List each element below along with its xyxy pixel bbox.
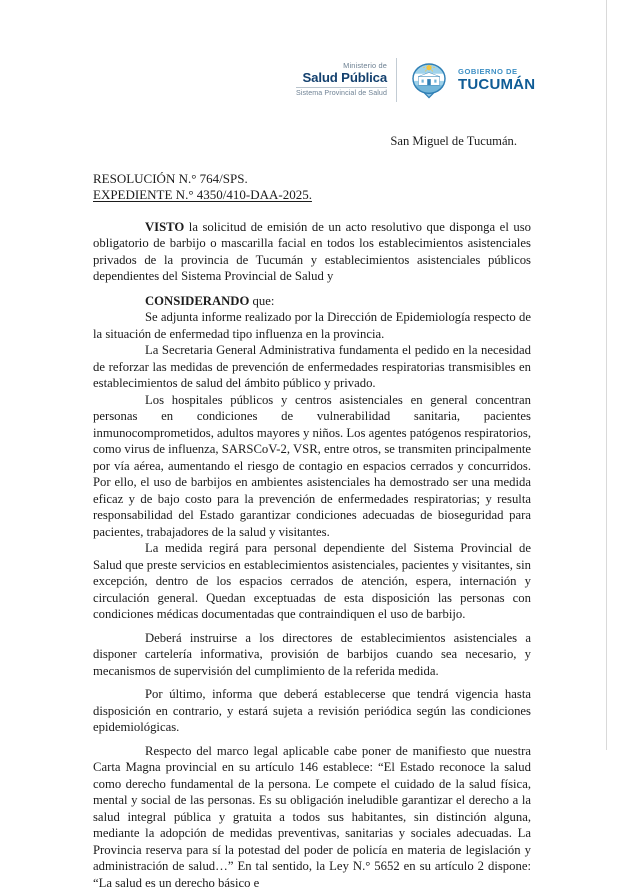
page-gutter <box>608 0 617 750</box>
place-line: San Miguel de Tucumán. <box>390 134 517 148</box>
resolution-header <box>93 171 531 204</box>
visto-label: VISTO <box>145 219 185 234</box>
ministry-logo-text <box>296 62 396 97</box>
letterhead <box>296 56 535 104</box>
government-logo <box>397 58 535 102</box>
body-paragraph: La medida regirá para personal dependiente del Sistema Provincial de Salud que preste servicios en establecimientos asistenciales, pacientes y visitantes, sin excepción, dentro de los espacios cerrados de atención, espera, internación y circulación general. Quedan exceptuadas de esta disposición las personas con condiciones médicas documentadas que contraindiquen el uso de barbijo. <box>93 541 531 622</box>
ministry-line-3: Sistema Provincial de Salud <box>296 89 388 98</box>
body-paragraph: La Secretaria General Administrativa fundamenta el pedido en la necesidad de reforzar las medidas de prevención de enfermedades respiratorias transmisibles en establecimientos de salud del ámbito público y privado. <box>93 343 531 391</box>
body-paragraph: Los hospitales públicos y centros asistenciales en general concentran personas en condiciones de vulnerabilidad sanitaria, pacientes inmunocomprometidos, adultos mayores y niños. Los agentes patógenos respiratorios, como virus de influenza, SARSCoV-2, VSR, entre otros, se transmiten principalmente por vía aérea, aumentando el riesgo de contagio en espacios cerrados y concurridos. Por ello, el uso de barbijos en ambientes asistenciales ha demostrado ser una medida eficaz y de bajo costo para la prevención de enfermedades respiratorias; y resulta responsabilidad del Estado garantizar condiciones adecuadas de bioseguridad para pacientes, trabajadores de la salud y visitantes. <box>93 392 531 539</box>
ministry-divider-rule <box>296 87 387 88</box>
tucuman-label: TUCUMÁN <box>458 76 536 94</box>
resolution-number: RESOLUCIÓN N.° 764/SPS. <box>93 171 248 186</box>
ministry-line-2: Salud Pública <box>302 70 388 86</box>
ministry-line-1: Ministerio de <box>343 61 388 71</box>
government-logo-text <box>451 68 535 93</box>
considerando-text: que: <box>249 293 275 308</box>
visto-text: la solicitud de emisión de un acto resolutivo que disponga el uso obligatorio de barbijo o mascarilla facial en todos los establecimientos asistenciales privados de la provincia de Tucumán y establecimientos asistenciales públicos dependientes del Sistema Provincial de Salud y <box>93 219 531 284</box>
considerando-paragraph <box>93 293 531 310</box>
visto-paragraph <box>93 219 531 285</box>
body-paragraph: Respecto del marco legal aplicable cabe poner de manifiesto que nuestra Carta Magna provincial en su artículo 146 establece: “El Estado reconoce la salud como derecho fundamental de la persona. Le compete el cuidado de la salud física, mental y social de las personas. Es su obligación ineludible garantizar el derecho a la salud integral pública y gratuita a todos sus habitantes, sin distinción alguna, mediante la adopción de medidas preventivas, sanitarias y sociales adecuadas. La Provincia reserva para sí la potestad del poder de policía en materia de legislación y administración de salud…” En tal sentido, la Ley N.° 5652 en su artículo 2 dispone: “La salud es un derecho básico e <box>93 743 531 890</box>
body-paragraph: Se adjunta informe realizado por la Dirección de Epidemiología respecto de la situación de enfermedad tipo influenza en la provincia. <box>93 310 531 341</box>
body-paragraph: Por último, informa que deberá establecerse que tendrá vigencia hasta disposición en contrario, y estará sujeta a revisión periódica según las condiciones epidemiológicas. <box>93 687 531 735</box>
gobierno-de-label: GOBIERNO DE <box>458 66 518 76</box>
body-paragraph: Deberá instruirse a los directores de establecimientos asistenciales a disponer cartelería informativa, provisión de barbijos cuando sea necesario, y mecanismos de supervisión del cumplimiento de la referida medida. <box>93 630 531 678</box>
document-body <box>93 134 531 891</box>
expediente-number: EXPEDIENTE N.° 4350/410-DAA-2025. <box>93 187 312 203</box>
tucuman-provincial-shield-icon <box>407 58 451 102</box>
considerando-label: CONSIDERANDO <box>145 293 250 308</box>
